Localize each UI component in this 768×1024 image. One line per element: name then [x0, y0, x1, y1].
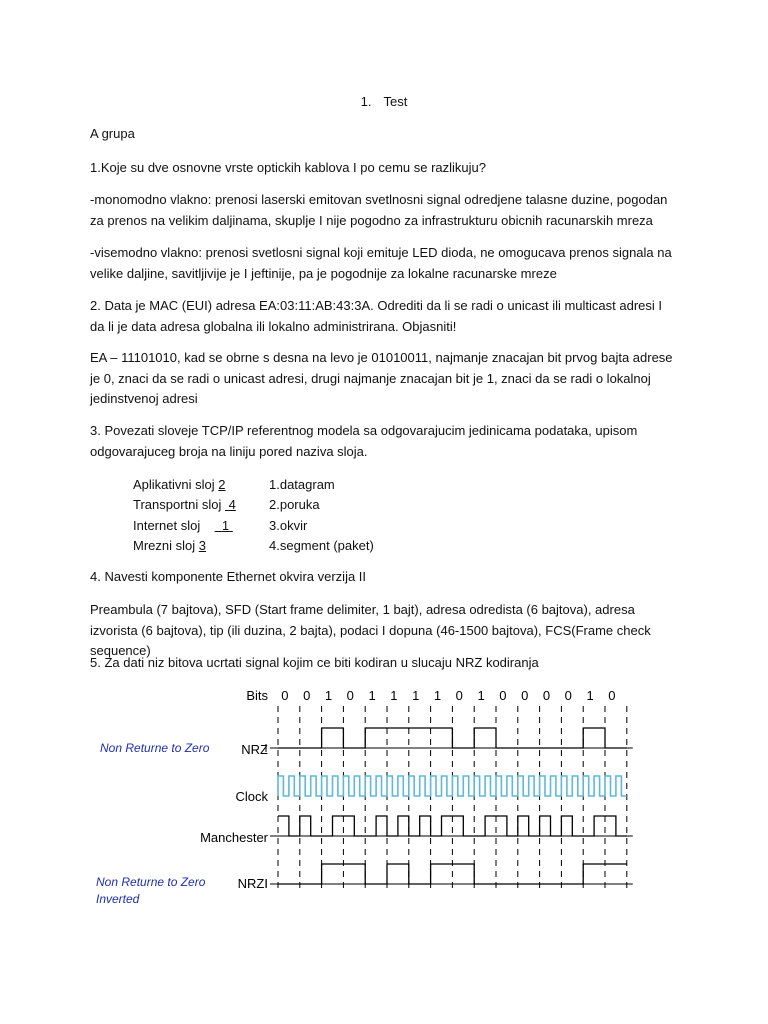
bit-value: 1 [433, 688, 442, 703]
layer-cell [133, 515, 269, 536]
answer-4: Preambula (7 bajtova), SFD (Start frame delimiter, 1 bajt), adresa odredista (6 bajtova), adresa izvorista (6 bajtova), tip (ili duzina, 2 bajta), podaci I dopuna (46-1500 bajtova), FCS(Frame check sequence) [90, 602, 651, 658]
bits-label: Bits [246, 688, 268, 703]
layer-cell [133, 536, 269, 557]
bit-value: 0 [499, 688, 507, 703]
layer-name: Transportni sloj [133, 497, 222, 513]
nrz-annotation: Non Returne to Zero [100, 741, 210, 755]
layer-answer: 3 [198, 538, 206, 554]
nrz-signal [278, 728, 627, 748]
bit-value: 0 [608, 688, 616, 703]
answer-1-multi-mode: -visemodno vlakno: prenosi svetlosni signal koji emituje LED dioda, ne omogucava prenos signala na velike daljine, savitljivije je I jeftinije, pa je pogodnije za lokalne racunarske mreze [90, 245, 672, 281]
bit-value: 0 [281, 688, 289, 703]
layer-name: Mrezni sloj [133, 538, 196, 554]
bit-value: 0 [455, 688, 463, 703]
title-text: Test [383, 94, 408, 109]
table-row [133, 536, 374, 557]
answer-2: EA – 11101010, kad se obrne s desna na levo je 01010011, najmanje znacajan bit prvog bajta adrese je 0, znaci da se radi o unicast adresi, drugi najmanje znacajan bit je 1, znaci da se radi o lokalnoj jedinstvenoj adresi [90, 350, 673, 406]
bit-value: 1 [324, 688, 333, 703]
table-row [133, 474, 374, 495]
bit-value: 1 [586, 688, 594, 703]
table-row [133, 495, 374, 516]
clock-label: Clock [235, 789, 268, 804]
bit-value: 1 [368, 688, 376, 703]
title-number: 1. [360, 94, 372, 109]
layer-answer: 1 [221, 517, 230, 533]
unit-cell: 1.datagram [269, 476, 335, 492]
nrzi-label: NRZI [237, 876, 268, 891]
nrz-label: NRZ [241, 742, 268, 757]
question-1: 1.Koje su dve osnovne vrste optickih kablova I po cemu se razlikuju? [90, 160, 486, 175]
encoding-diagram [0, 680, 768, 920]
question-3: 3. Povezati sloveje TCP/IP referentnog modela sa odgovarajucim jedinicama podataka, upisom odgovarajuceg broja na liniju pored naziva sloja. [90, 423, 638, 459]
bit-value: 1 [390, 688, 398, 703]
bit-value: 0 [542, 688, 551, 703]
layer-name: Aplikativni sloj [133, 476, 215, 492]
bit-value: 1 [412, 688, 420, 703]
layer-mapping-table [133, 474, 374, 556]
table-row [133, 515, 374, 536]
nrzi-annotation-line1: Non Returne to Zero [96, 875, 206, 889]
bit-value: 0 [303, 688, 311, 703]
question-5: 5. Za dati niz bitova ucrtati signal kojim ce biti kodiran u slucaju NRZ kodiranja [90, 655, 539, 670]
answer-1-single-mode: -monomodno vlakno: prenosi laserski emitovan svetlnosni signal odredjene talasne duzine, pogodan za prenos na velikim daljinama, skuplje I nije pogodno za infrastrukturu obicnih racunarskih mreza [90, 192, 668, 228]
bit-values [281, 688, 615, 703]
bit-value: 0 [521, 688, 529, 703]
manchester-label: Manchester [200, 830, 268, 845]
group-label: A grupa [90, 126, 135, 141]
layer-cell [133, 474, 269, 495]
unit-cell: 3.okvir [269, 517, 308, 533]
clock-signal [278, 776, 627, 796]
layer-answer: 4 [228, 497, 236, 513]
question-4: 4. Navesti komponente Ethernet okvira verzija II [90, 569, 367, 584]
unit-cell: 4.segment (paket) [269, 538, 374, 554]
bit-value: 1 [477, 688, 485, 703]
nrzi-annotation-line2: Inverted [96, 892, 140, 906]
question-2: 2. Data je MAC (EUI) adresa EA:03:11:AB:43:3A. Odrediti da li se radi o unicast ili multicast adresi I da li je data adresa globalna ili lokalno administrirana. Objasniti! [90, 298, 663, 334]
bit-value: 0 [346, 688, 354, 703]
layer-name: Internet sloj [133, 517, 201, 533]
layer-cell [133, 495, 269, 516]
unit-cell: 2.poruka [269, 497, 320, 513]
bit-value: 0 [564, 688, 572, 703]
page-title [0, 92, 768, 112]
layer-answer: 2 [218, 476, 226, 492]
